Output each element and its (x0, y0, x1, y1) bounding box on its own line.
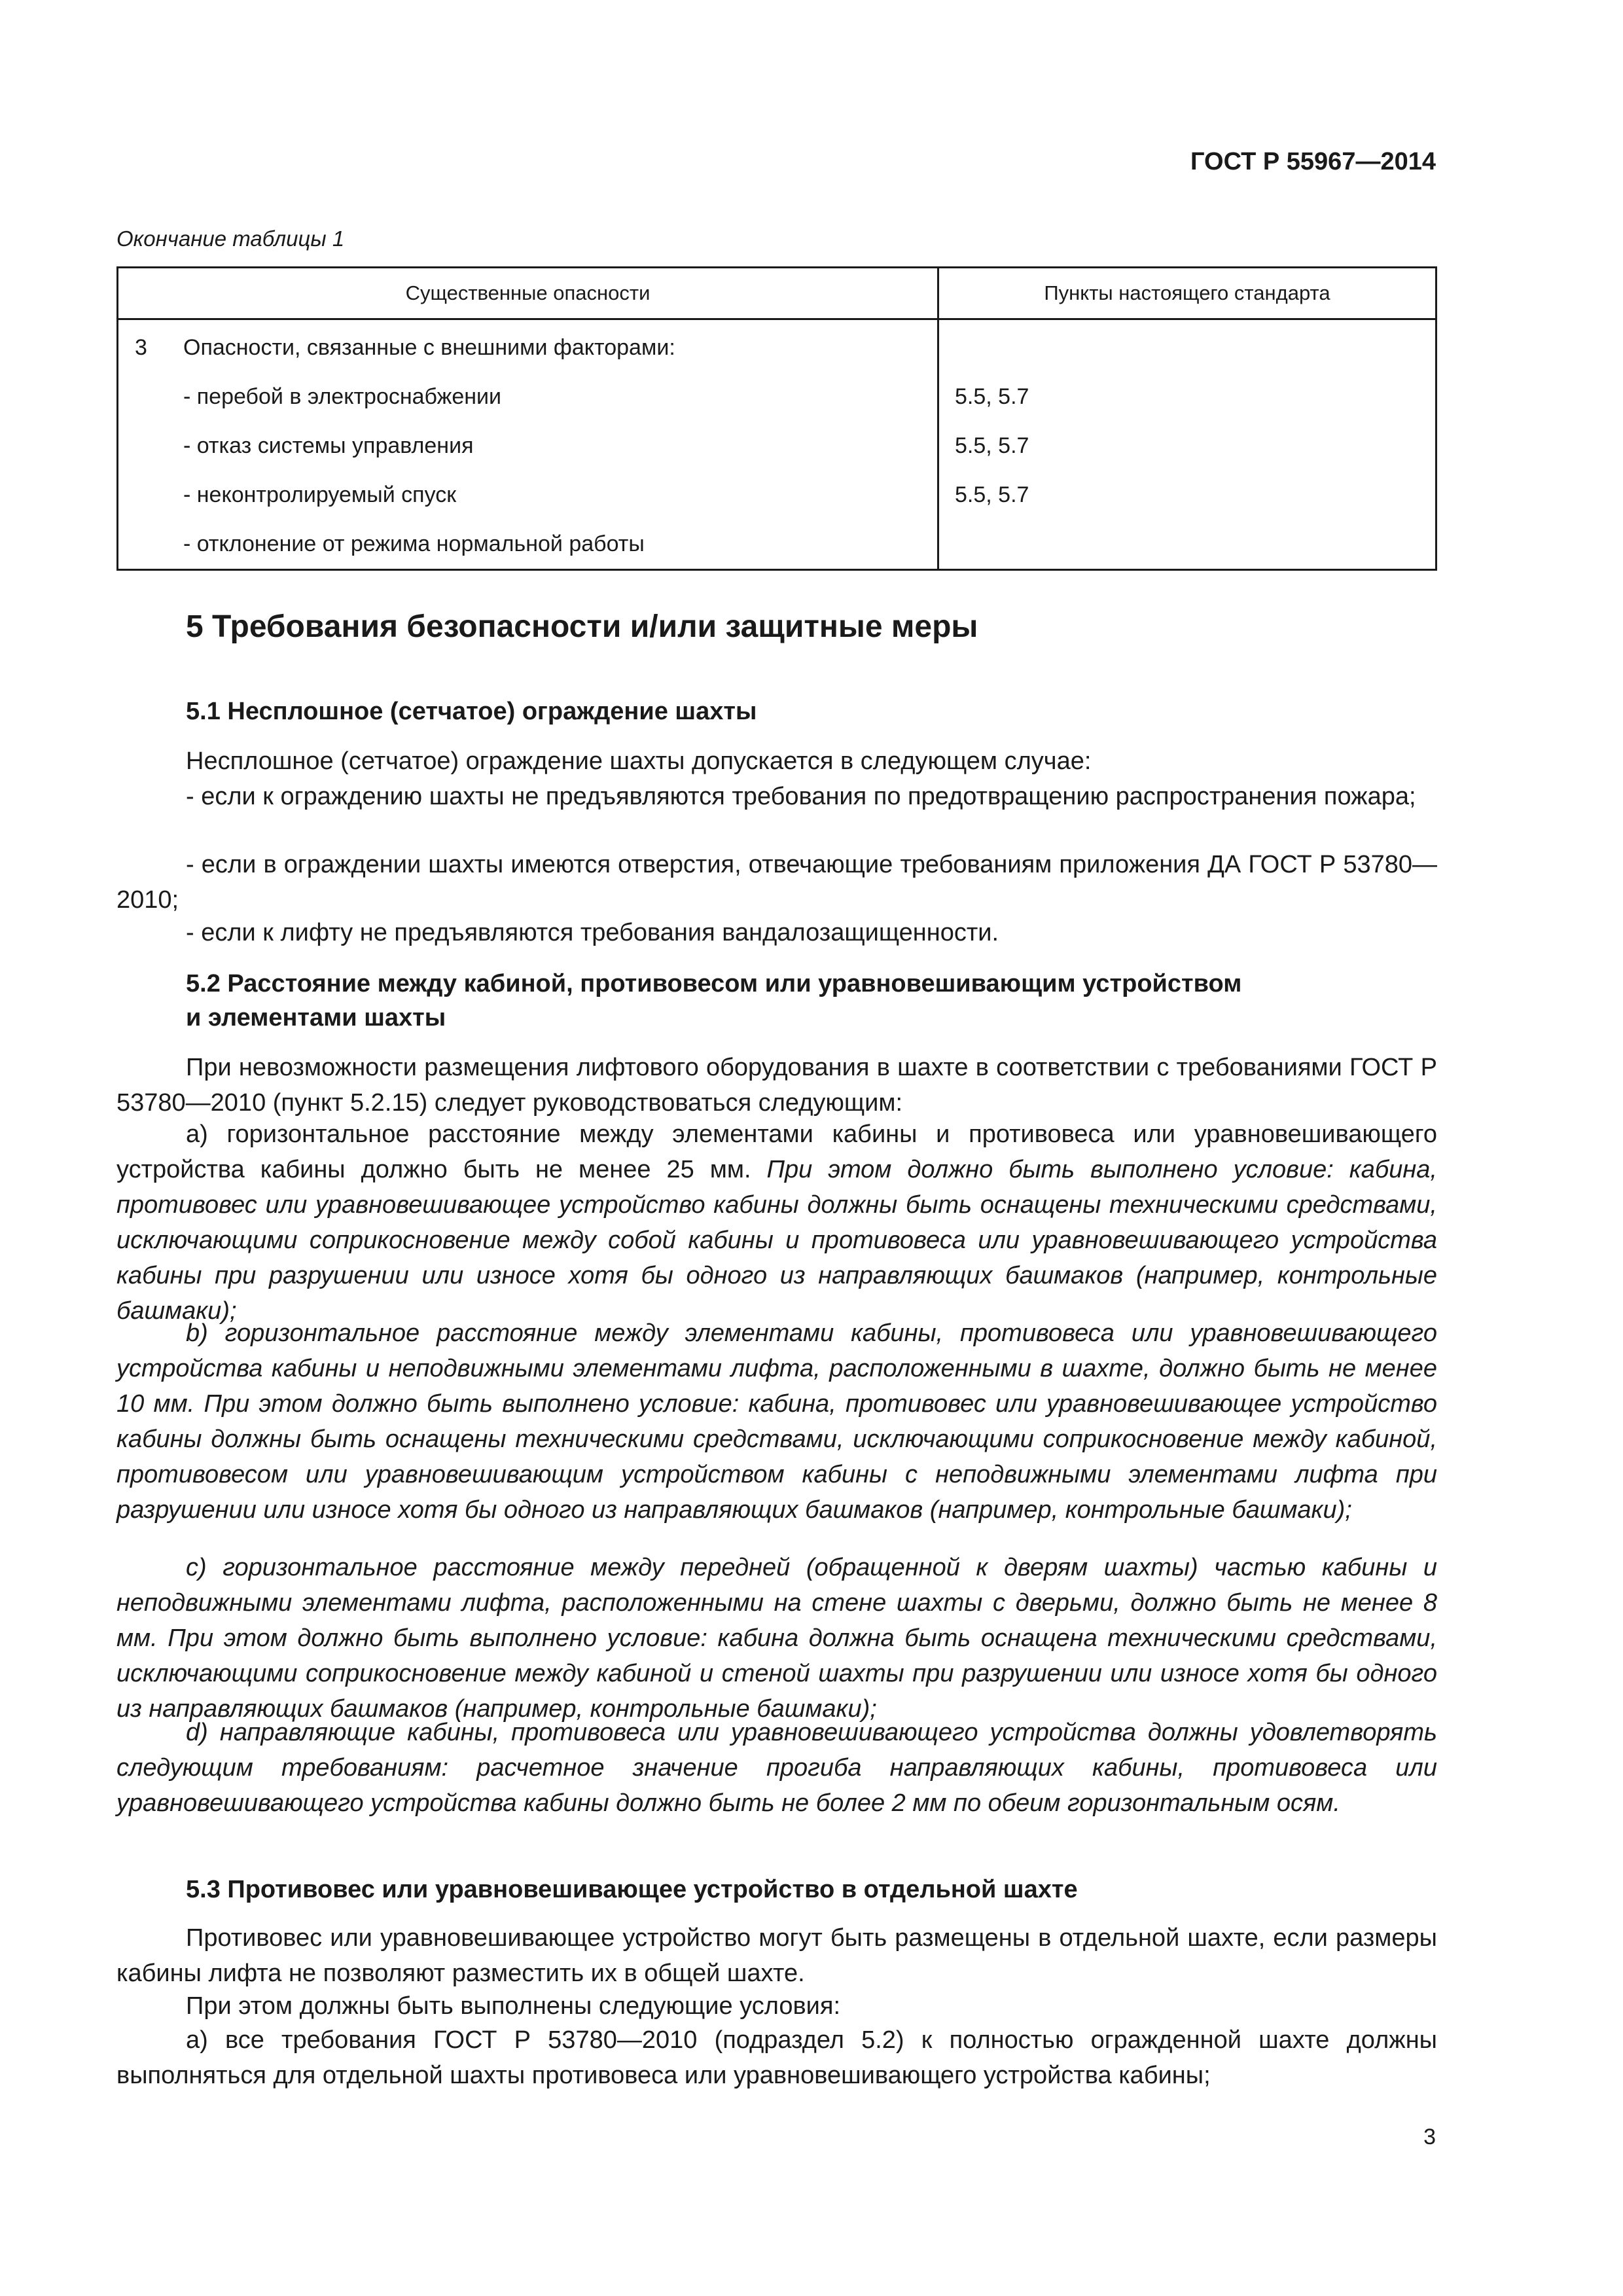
table-row-line (118, 323, 937, 372)
hazard-item: - отказ системы управления (183, 433, 474, 458)
column-header-clauses: Пункты настоящего стандарта (938, 268, 1436, 319)
list-item: - если в ограждении шахты имеются отверстия, отвечающие требованиям приложения ДА ГОСТ Р 53780—2010; (116, 851, 1437, 914)
clauses-cell (938, 319, 1436, 570)
paragraph: При этом должны быть выполнены следующие условия: (186, 1992, 841, 2020)
paragraph: Противовес или уравновешивающее устройство могут быть размещены в отдельной шахте, если размеры кабины лифта не позволяют разместить их в общей шахте. (116, 1924, 1437, 1987)
section-5-heading: 5 Требования безопасности и/или защитные меры (186, 609, 978, 644)
list-item: - если к лифту не предъявляются требования вандалозащищенности. (186, 919, 999, 946)
hazards-table (116, 266, 1437, 571)
hazards-cell (118, 319, 938, 570)
section-5-2-heading: 5.2 Расстояние между кабиной, противовесом или уравновешивающим устройством (186, 970, 1242, 997)
row-number: 3 (135, 335, 147, 360)
item-a-condition: При этом должно быть выполнено условие: кабина, противовес или уравновешивающее устройство кабины должны быть оснащены техническими средствами, исключающими соприкосновение между собой кабины и противовеса или уравновешивающего устройства кабины при разрушении или износе хотя бы одного из направляющих башмаков (например, контрольные башмаки); (116, 1156, 1437, 1325)
clause-ref (955, 323, 1435, 372)
list-item-d: d) направляющие кабины, противовеса или уравновешивающего устройства должны удовлетворять следующим требованиям: расчетное значение прогиба направляющих кабины, противовеса или уравновешивающего устройства кабины должно быть не более 2 мм по обеим горизонтальным осям. (116, 1719, 1437, 1817)
list-item: - если к ограждению шахты не предъявляются требования по предотвращению распространения пожара; (186, 783, 1416, 810)
list-item: а) все требования ГОСТ Р 53780—2010 (подраздел 5.2) к полностью огражденной шахте должны выполняться для отдельной шахты противовеса или уравновешивающего устройства кабины; (116, 2026, 1437, 2089)
section-5-1-heading: 5.1 Несплошное (сетчатое) ограждение шахты (186, 698, 757, 725)
clause-ref: 5.5, 5.7 (955, 482, 1029, 507)
list-item-b: b) горизонтальное расстояние между элементами кабины, противовеса или уравновешивающего устройства кабины и неподвижными элементами лифта, расположенными в шахте, должно быть не менее 10 мм. При этом должно быть выполнено условие: кабина, противовес или уравновешивающее устройство кабины должны быть оснащены техническими средствами, исключающими соприкосновение между кабиной, противовесом или уравновешивающим устройством кабины с неподвижными элементами лифта при разрушении или износе хотя бы одного из направляющих башмаков (например, контрольные башмаки); (116, 1319, 1437, 1524)
page-number: 3 (1423, 2125, 1436, 2149)
paragraph: Несплошное (сетчатое) ограждение шахты допускается в следующем случае: (186, 747, 1092, 775)
list-item-c: c) горизонтальное расстояние между передней (обращенной к дверям шахты) частью кабины и неподвижными элементами лифта, расположенными на стене шахты с дверьми, должно быть не менее 8 мм. При этом должно быть выполнено условие: кабина должна быть оснащена техническими средствами, исключающими соприкосновение между кабиной и стеной шахты при разрушении или износе хотя бы одного из направляющих башмаков (например, контрольные башмаки); (116, 1554, 1437, 1723)
table-caption: Окончание таблицы 1 (116, 226, 345, 251)
column-header-hazards: Существенные опасности (118, 268, 938, 319)
clause-ref: 5.5, 5.7 (955, 384, 1029, 409)
section-5-2-heading-cont: и элементами шахты (186, 1004, 446, 1031)
hazard-group: Опасности, связанные с внешними факторами: (183, 335, 675, 360)
item-a-text: а) горизонтальное расстояние между элементами кабины и противовеса или уравновешивающего устройства кабины должно быть не менее 25 мм. (116, 1121, 1437, 1183)
section-5-3-heading: 5.3 Противовес или уравновешивающее устройство в отдельной шахте (186, 1876, 1078, 1903)
standard-designation: ГОСТ Р 55967—2014 (1190, 148, 1436, 175)
paragraph: При невозможности размещения лифтового оборудования в шахте в соответствии с требованиями ГОСТ Р 53780—2010 (пункт 5.2.15) следует руководствоваться следующим: (116, 1054, 1437, 1117)
table-header-row (118, 268, 1436, 319)
clause-ref: 5.5, 5.7 (955, 433, 1029, 458)
table-row (118, 319, 1436, 570)
clause-ref (955, 520, 1435, 569)
hazard-item: - перебой в электроснабжении (183, 384, 502, 409)
hazard-item: - отклонение от режима нормальной работы (183, 531, 645, 556)
hazard-item: - неконтролируемый спуск (183, 482, 457, 507)
list-item-a (116, 1117, 1437, 1329)
